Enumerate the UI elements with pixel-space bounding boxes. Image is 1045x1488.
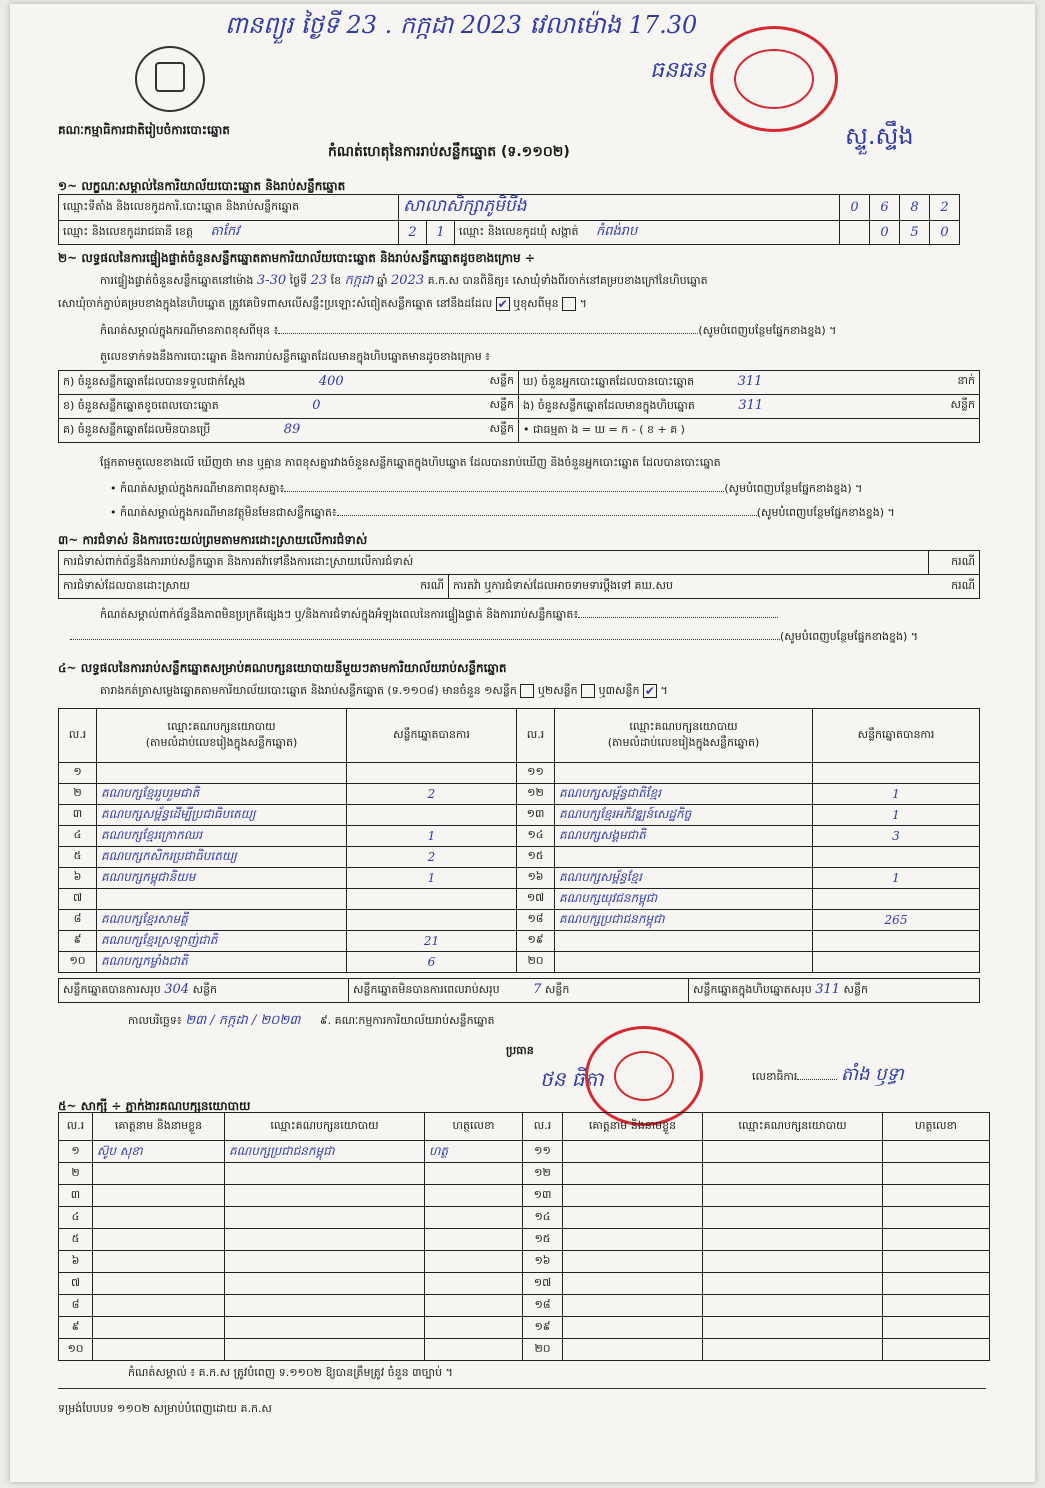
- party-name: [97, 763, 347, 784]
- table-row: [59, 1229, 990, 1251]
- totals-table: សន្លឹកឆ្នោតបានការសរុប 304 សន្លឹក សន្លឹកឆ្នោតមិនបានការពេលរាប់សរុប 7 សន្លឹក សន្លឹកឆ្នោតក្នុងហិបឆ្នោតសរុប 311 សន្លឹក: [58, 978, 980, 1003]
- row-number: ៦: [59, 1251, 93, 1273]
- witness-signature: [425, 1317, 523, 1339]
- section5-heading: ៥~ សាក្សី ÷ ភ្នាក់ងារគណបក្សនយោបាយ: [58, 1099, 251, 1113]
- party-name: គណបក្សកសិករប្រជាធិបតេយ្យ: [97, 847, 347, 868]
- party-name: គណបក្សខ្មែររួបរួមជាតិ: [97, 784, 347, 805]
- witness-signature: [425, 1251, 523, 1273]
- witness-party: [703, 1163, 883, 1185]
- party-votes: [813, 847, 980, 868]
- in-box-row: ង) ចំនួនសន្លឹកឆ្នោតដែលមានក្នុងហិបឆ្នោត 311 សន្លឹក: [519, 395, 980, 419]
- section3-heading: ៣~ ការជំទាស់ និងការចេះយល់ព្រមតាមការដោះស្រាយលើការជំទាស់: [58, 533, 368, 547]
- location-code-4: 2: [930, 195, 960, 221]
- witness-signature: [425, 1163, 523, 1185]
- witness-signature: [883, 1339, 990, 1361]
- witness-name: [563, 1339, 703, 1361]
- witness-name: [93, 1295, 225, 1317]
- table-row: [59, 847, 980, 868]
- row-number: ១៥: [523, 1229, 563, 1251]
- party-votes: 2: [347, 847, 517, 868]
- witness-party: [225, 1251, 425, 1273]
- witness-signature: [425, 1273, 523, 1295]
- witness-name: [93, 1229, 225, 1251]
- row-number: ១១: [517, 763, 555, 784]
- witness-name: [93, 1207, 225, 1229]
- count-year: 2023: [391, 273, 425, 288]
- witness-party: [703, 1141, 883, 1163]
- row-number: ១៦: [523, 1251, 563, 1273]
- witness-party: [703, 1229, 883, 1251]
- witness-signature: [425, 1339, 523, 1361]
- row-number: ១៥: [517, 847, 555, 868]
- section4-heading: ៤~ លទ្ធផលនៃការរាប់សន្លឹកឆ្នោតសម្រាប់គណបក្សនយោបាយនីមួយៗតាមការិយាល័យរាប់សន្លឹកឆ្នោត: [58, 661, 507, 675]
- witness-name: ស៊ូប សុខា: [93, 1141, 225, 1163]
- row-number: ១៣: [523, 1185, 563, 1207]
- commune-code-2: 5: [900, 221, 930, 245]
- party-votes: 1: [347, 868, 517, 889]
- location-code-3: 8: [900, 195, 930, 221]
- difference-line: ផ្អែកតាមតួលេខខាងលើ ឃើញថា មាន ឬគ្មាន ភាពខុសគ្នារវាងចំនួនសន្លឹកឆ្នោតក្នុងហិបឆ្នោត ដែលបានរាប់ឃើញ និងចំនួនអ្នកបោះឆ្នោត ដែលបានបោះឆ្នោត: [100, 456, 721, 469]
- section3-note: កំណត់សម្គាល់ពាក់ព័ន្ធនឹងភាពមិនប្រក្រតីផ្សេងៗ ឬ/និងការជំទាស់ក្នុងអំឡុងពេលនៃការផ្ទៀងផ្ទាត់ និងការរាប់សន្លឹកឆ្នោត៖: [100, 608, 778, 624]
- table-row: [59, 1163, 990, 1185]
- same-checkbox[interactable]: ✔: [497, 297, 508, 311]
- witness-signature: [425, 1229, 523, 1251]
- one-sheet-checkbox[interactable]: [520, 684, 534, 698]
- province-code-1: 2: [399, 221, 427, 245]
- total-box: 311: [815, 982, 841, 997]
- witness-name: [563, 1295, 703, 1317]
- row-number: ១១: [523, 1141, 563, 1163]
- table-row: [59, 805, 980, 826]
- witness-signature: [883, 1273, 990, 1295]
- witness-party: [703, 1251, 883, 1273]
- total-invalid: 7: [533, 982, 542, 997]
- party-votes: 1: [813, 805, 980, 826]
- secretary-line: លេខាធិការ តាំង ឫទ្ធា: [752, 1064, 904, 1085]
- formula: • ជាធម្មតា ង = ឃ = ក - ( ខ + គ ): [519, 419, 980, 443]
- figures-table: [58, 370, 980, 443]
- section2-line1: ការផ្ទៀងផ្ទាត់ចំនួនសន្លឹកឆ្នោតនៅម៉ោង 3-30 ថ្ងៃទី 23 ខែ កក្កដា ឆ្នាំ 2023 គ.ក.ស បានពិនិត្យ៖ សោឃុំទាំងពីរចាក់នៅគម្របខាងក្រៅនៃហិបឆ្នោត: [100, 273, 708, 288]
- unused-value: 89: [283, 422, 301, 437]
- witness-signature: [883, 1295, 990, 1317]
- date-line: កាលបរិច្ឆេទ៖ ២៣ / កក្កដា / ២០២៣ ៩. គណៈកម្មការការិយាល័យរាប់សន្លឹកឆ្នោត: [128, 1013, 495, 1028]
- count-day: 23: [310, 273, 328, 288]
- row-number: ៩: [59, 931, 97, 952]
- section1-table: [58, 194, 960, 245]
- witness-party: [703, 1317, 883, 1339]
- row-number: ១៦: [517, 868, 555, 889]
- witness-name: [563, 1141, 703, 1163]
- witness-party: [703, 1339, 883, 1361]
- witness-party: [225, 1295, 425, 1317]
- table-row: [59, 1251, 990, 1273]
- row-number: ៧: [59, 889, 97, 910]
- row-number: ១៤: [523, 1207, 563, 1229]
- table-row: [59, 763, 980, 784]
- row-number: ១៨: [517, 910, 555, 931]
- witness-name: [93, 1317, 225, 1339]
- row-number: ៤: [59, 826, 97, 847]
- witness-name: [93, 1339, 225, 1361]
- secretary-name: តាំង ឫទ្ធា: [840, 1064, 904, 1085]
- party-name: គណបក្សយុវជនកម្ពុជា: [555, 889, 813, 910]
- witness-name: [563, 1163, 703, 1185]
- party-votes: 1: [813, 868, 980, 889]
- row-number: ៤: [59, 1207, 93, 1229]
- party-votes: [813, 952, 980, 973]
- row-number: ១: [59, 763, 97, 784]
- witness-signature: [883, 1207, 990, 1229]
- party-votes: [813, 763, 980, 784]
- top-right-label: ស្ទួ.ស្ទឹង: [845, 122, 914, 150]
- party-votes: [813, 889, 980, 910]
- section2-intro: តួលេខទាក់ទងនឹងការបោះឆ្នោត និងការរាប់សន្លឹកឆ្នោតដែលមានក្នុងហិបឆ្នោតមានដូចខាងក្រោម ៖: [100, 350, 491, 363]
- party-name: គណបក្សសង្គមជាតិ: [555, 826, 813, 847]
- section3-table: ការជំទាស់ពាក់ព័ន្ធនឹងការរាប់សន្លឹកឆ្នោត និងការតវ៉ាទៅនឹងការដោះស្រាយលើការជំទាស់ ករណី ការជំទាស់ដែលបានដោះស្រាយ ករណី ការតវ៉ា ឬការជំទាស់ដែលអាចទាមទារប្តឹងទៅ គឃ.សប ករណី: [58, 550, 980, 599]
- voters-row: ឃ) ចំនួនអ្នកបោះឆ្នោតដែលបានបោះឆ្នោត 311 នាក់: [519, 371, 980, 395]
- note1: កំណត់សម្គាល់ក្នុងករណីមានភាពខុសពីមុន ៖ (សូមបំពេញបន្ថែមផ្នែកខាងខ្នង) ។: [100, 324, 837, 337]
- witness-signature: [883, 1163, 990, 1185]
- row-number: ៣: [59, 1185, 93, 1207]
- chair-name: ថន ធីតា: [540, 1067, 604, 1091]
- row-number: ៥: [59, 1229, 93, 1251]
- red-seal-stamp-bottom: [585, 1026, 703, 1126]
- row-number: ៧: [59, 1273, 93, 1295]
- appeal-row: ការតវ៉ា ឬការជំទាស់ដែលអាចទាមទារប្តឹងទៅ គឃ.សប ករណី: [449, 575, 980, 599]
- location-label: ឈ្មោះទីតាំង និងលេខកូដការិ.បោះឆ្នោត និងរាប់សន្លឹកឆ្នោត: [59, 195, 399, 221]
- row-number: ១០: [59, 1339, 93, 1361]
- row-number: ២: [59, 1163, 93, 1185]
- footer-text: ទម្រង់បែបបទ ១១០២ សម្រាប់បំពេញដោយ គ.ក.ស: [58, 1402, 272, 1415]
- two-sheet-checkbox[interactable]: [581, 684, 595, 698]
- different-checkbox[interactable]: [562, 297, 576, 311]
- unused-row: គ) ចំនួនសន្លឹកឆ្នោតដែលមិនបានប្រើ 89 សន្លឹក: [59, 419, 519, 443]
- in-box-value: 311: [738, 398, 764, 413]
- witness-name: [563, 1207, 703, 1229]
- party-name: គណបក្សខ្មែរសាមគ្គី: [97, 910, 347, 931]
- section1-heading: ១~ លក្ខណៈសម្គាល់នៃការិយាល័យបោះឆ្នោត និងរាប់សន្លឹកឆ្នោត: [58, 179, 346, 193]
- party-name: [555, 847, 813, 868]
- witness-signature: [883, 1141, 990, 1163]
- header-hand-note: ពានព្យួរ ថ្ងៃទី 23 . កក្កដា 2023 វេលាម៉ោង 17.30: [225, 11, 698, 39]
- province-value: តាកែវ: [210, 224, 240, 239]
- row-number: ១៤: [517, 826, 555, 847]
- witness-name: [93, 1163, 225, 1185]
- commune-code-3: 0: [930, 221, 960, 245]
- party-name: គណបក្សសម្ព័ន្ធខ្មែរ: [555, 868, 813, 889]
- party-name: គណបក្សកម្លាំងជាតិ: [97, 952, 347, 973]
- total-valid: 304: [164, 982, 190, 997]
- resolved-row: ការជំទាស់ដែលបានដោះស្រាយ ករណី: [59, 575, 449, 599]
- witness-party: គណបក្សប្រជាជនកម្ពុជា: [225, 1141, 425, 1163]
- party-votes: 21: [347, 931, 517, 952]
- location-code-1: 0: [840, 195, 870, 221]
- commune-value: កំពង់រាប: [596, 224, 638, 239]
- voters-value: 311: [737, 374, 763, 389]
- org-name: គណៈកម្មាធិការជាតិរៀបចំការបោះឆ្នោត: [58, 123, 230, 137]
- row-number: ១៩: [523, 1317, 563, 1339]
- party-votes: 2: [347, 784, 517, 805]
- row-number: ១៧: [523, 1273, 563, 1295]
- witness-signature: [425, 1185, 523, 1207]
- three-sheet-checkbox[interactable]: ✔: [644, 684, 655, 698]
- table-row: [59, 889, 980, 910]
- row-number: ១៩: [517, 931, 555, 952]
- witness-name: [563, 1273, 703, 1295]
- section2-heading: ២~ លទ្ធផលនៃការផ្ទៀងផ្ទាត់ចំនួនសន្លឹកឆ្នោតតាមការិយាល័យបោះឆ្នោត និងរាប់សន្លឹកឆ្នោតដូចខាងក្រោម ÷: [58, 251, 535, 265]
- witness-name: [563, 1229, 703, 1251]
- witness-party: [225, 1339, 425, 1361]
- note3: • កំណត់សម្គាល់ក្នុងករណីមានវត្ថុមិនមែនជាសន្លឹកឆ្នោត៖ (សូមបំពេញបន្ថែមផ្នែកខាងខ្នង) ។: [110, 506, 895, 519]
- party-name: [97, 889, 347, 910]
- table-row: [59, 1185, 990, 1207]
- witness-party: [225, 1229, 425, 1251]
- witness-signature: [425, 1295, 523, 1317]
- received-value: 400: [318, 374, 344, 389]
- location-value: សាលាសិក្សាភូមិបឹង: [399, 195, 840, 221]
- section5-note: កំណត់សម្គាល់ ៖ គ.ក.ស ត្រូវបំពេញ ទ.១១០២ ឱ្យបានត្រឹមត្រូវ ចំនួន ៣ច្បាប់ ។: [128, 1366, 453, 1379]
- party-votes: [347, 805, 517, 826]
- count-time: 3-30: [256, 273, 287, 288]
- row-number: ៨: [59, 1295, 93, 1317]
- party-name: [555, 931, 813, 952]
- table-row: [59, 1339, 990, 1361]
- row-number: ៩: [59, 1317, 93, 1339]
- party-votes: 1: [813, 784, 980, 805]
- row-number: ១៧: [517, 889, 555, 910]
- party-name: គណបក្សកម្ពុជានិយម: [97, 868, 347, 889]
- witness-party: [225, 1273, 425, 1295]
- party-votes: 3: [813, 826, 980, 847]
- witness-party: [703, 1185, 883, 1207]
- row-number: ៥: [59, 847, 97, 868]
- row-number: ៣: [59, 805, 97, 826]
- row-number: ២: [59, 784, 97, 805]
- witness-table: ល.រ គោត្តនាម និងនាមខ្លួន ឈ្មោះគណបក្សនយោបាយ ហត្ថលេខា ល.រ គោត្តនាម និងនាមខ្លួន ឈ្មោះគណបក្សនយោបាយ ហត្ថលេខា ១ ស៊ូប សុខា គណបក្សប្រជាជនកម្ពុជា ហត្ថ ១១ ២ ១២ ៣ ១៣ ៤ ១៤ ៥ ១៥ ៦ ១៦ ៧ ១៧ ៨ ១៨ ៩ ១៩ ១០ ២០: [58, 1112, 990, 1361]
- form-paper: ពានព្យួរ ថ្ងៃទី 23 . កក្កដា 2023 វេលាម៉ោង 17.30 ធនធន ស្ទួ.ស្ទឹង គណៈកម្មាធិការជាតិរៀបចំការបោះឆ្នោត កំណត់ហេតុនៃការរាប់សន្លឹកឆ្នោត (ទ.១១០២) ១~ លក្ខណៈសម្គាល់នៃការិយាល័យបោះឆ្នោត និងរាប់សន្លឹកឆ្នោត ឈ្មោះទីតាំង និងលេខកូដការិ.បោះឆ្នោត និងរាប់សន្លឹកឆ្នោត សាលាសិក្សាភូមិបឹង 0 6 8 2 ឈ្មោះ និងលេខកូដរាជធានី ខេត្ត តាកែវ 2 1 ឈ្មោះ និងលេខកូដឃុំ សង្កាត់ កំពង់រាប 0 5 0 ២~ លទ្ធផលនៃការផ្ទៀងផ្ទាត់ចំនួនសន្លឹកឆ្នោតតាមការិយាល័យបោះឆ្នោត និងរាប់សន្លឹកឆ្នោតដូចខាងក្រោម ÷ ការផ្ទៀងផ្ទាត់ចំនួនសន្លឹកឆ្នោតនៅម៉ោង 3-30 ថ្ងៃទី 23 ខែ កក្កដា ឆ្នាំ 2023 គ.ក.ស បានពិនិត្យ៖ សោឃុំទាំងពីរចាក់នៅគម្របខាងក្រៅនៃហិបឆ្នោត សោឃុំចាក់ភ្ជាប់គម្របខាងក្នុងនៃហិបឆ្នោត ត្រូវគេបិទពាសលើសន្លឹះប្រឡោះសំពៀតសន្លឹកឆ្នោត នៅនឹងដដែល ✔ ឬខុសពីមុន ។ កំណត់សម្គាល់ក្នុងករណីមានភាពខុសពីមុន ៖ (សូមបំពេញបន្ថែមផ្នែកខាងខ្នង) ។ តួលេខទាក់ទងនឹងការបោះឆ្នោត និងការរាប់សន្លឹកឆ្នោតដែលមានក្នុងហិបឆ្នោតមានដូចខាងក្រោម ៖ ក) ចំនួនសន្លឹកឆ្នោតដែលបានទទួលជាក់ស្តែង 400 សន្លឹក ឃ) ចំនួនអ្នកបោះឆ្នោតដែលបានបោះឆ្នោត 311 នាក់ ខ) ចំនួនសន្លឹកឆ្នោតខូចពេលបោះឆ្នោត 0 សន្លឹក ង) ចំនួនសន្លឹកឆ្នោតដែលមានក្នុងហិបឆ្នោត 311 សន្លឹក គ) ចំនួនសន្លឹកឆ្នោតដែលមិនបានប្រើ 89 សន្លឹក • ជាធម្មតា ង = ឃ = ក - ( ខ + គ ) ផ្អែកតាមតួលេខខាងលើ ឃើញថា មាន ឬគ្មាន ភាពខុសគ្នារវាងចំនួនសន្លឹកឆ្នោតក្នុងហិបឆ្នោត ដែលបានរាប់ឃើញ និងចំនួនអ្នកបោះឆ្នោត ដែលបានបោះឆ្នោត • កំណត់សម្គាល់ក្នុងករណីមានភាពខុសគ្នា៖ (សូមបំពេញបន្ថែមផ្នែកខាងខ្នង) ។ • កំណត់សម្គាល់ក្នុងករណីមានវត្ថុមិនមែនជាសន្លឹកឆ្នោត៖ (សូមបំពេញបន្ថែមផ្នែកខាងខ្នង) ។ ៣~ ការជំទាស់ និងការចេះយល់ព្រមតាមការដោះស្រាយលើការជំទាស់ ការជំទាស់ពាក់ព័ន្ធនឹងការរាប់សន្លឹកឆ្នោត និងការតវ៉ាទៅនឹងការដោះស្រាយលើការជំទាស់ ករណី ការជំទាស់ដែលបានដោះស្រាយ ករណី ការតវ៉ា ឬការជំទាស់ដែលអាចទាមទារប្តឹងទៅ គឃ.សប ករណី កំណត់សម្គាល់ពាក់ព័ន្ធនឹងភាពមិនប្រក្រតីផ្សេងៗ ឬ/និងការជំទាស់ក្នុងអំឡុងពេលនៃការផ្ទៀងផ្ទាត់ និងការរាប់សន្លឹកឆ្នោត៖ (សូមបំពេញបន្ថែមផ្នែកខាងខ្នង) ។ ៤~ លទ្ធផលនៃការរាប់សន្លឹកឆ្នោតសម្រាប់គណបក្សនយោបាយនីមួយៗតាមការិយាល័យរាប់សន្លឹកឆ្នោត តារាងកត់ត្រាសម្លេងឆ្នោតតាមការិយាល័យបោះឆ្នោត និងរាប់សន្លឹកឆ្នោត (ទ.១១០៨) មានចំនួន ១សន្លឹក ឬ២សន្លឹក ឬ៣សន្លឹក ✔ ។ ល.រ ឈ្មោះគណបក្សនយោបាយ (តាមលំដាប់លេខរៀងក្នុងសន្លឹកឆ្នោត) សន្លឹកឆ្នោតបានការ ល.រ ឈ្មោះគណបក្សនយោបាយ (តាមលំដាប់លេខរៀងក្នុងសន្លឹកឆ្នោត) សន្លឹកឆ្នោតបានការ ១ ១១ ២ គណបក្សខ្មែររួបរួមជាតិ 2 ១២ គណបក្សសម្ព័ន្ធជាតិខ្មែរ 1 ៣ គណបក្សសម្ព័ន្ធដើម្បីប្រជាធិបតេយ្យ ១៣ គណបក្សខ្មែរអភិវឌ្ឍន៍សេដ្ឋកិច្ច 1 ៤ គណបក្សខ្មែរក្រោកឈរ 1 ១៤ គណបក្សសង្គមជាតិ 3 ៥ គណបក្សកសិករប្រជាធិបតេយ្យ 2 ១៥ ៦ គណបក្សកម្ពុជានិយម 1 ១៦ គណបក្សសម្ព័ន្ធខ្មែរ 1 ៧ ១៧ គណបក្សយុវជនកម្ពុជា ៨ គណបក្សខ្មែរសាមគ្គី ១៨ គណបក្សប្រជាជនកម្ពុជា 265 ៩ គណបក្សខ្មែរស្រឡាញ់ជាតិ 21 ១៩ ១០ គណបក្សកម្លាំងជាតិ 6 ២០ សន្លឹកឆ្នោតបានការសរុប 304 សន្លឹក សន្លឹកឆ្នោតមិនបានការពេលរាប់សរុប 7 សន្លឹក សន្លឹកឆ្នោតក្នុងហិបឆ្នោតសរុប 311 សន្លឹក កាលបរិច្ឆេទ៖ ២៣ / កក្កដា / ២០២៣ ៩. គណៈកម្មការការិយាល័យរាប់សន្លឹកឆ្នោត ប្រធាន ថន ធីតា លេខាធិការ តាំង ឫទ្ធា ៥~ សាក្សី ÷ ភ្នាក់ងារគណបក្សនយោបាយ ល.រ គោត្តនាម និងនាមខ្លួន ឈ្មោះគណបក្សនយោបាយ ហត្ថលេខា ល.រ គោត្តនាម និងនាមខ្លួន ឈ្មោះគណបក្សនយោបាយ ហត្ថលេខា ១ ស៊ូប សុខា គណបក្សប្រជាជនកម្ពុជា ហត្ថ ១១ ២ ១២ ៣ ១៣ ៤ ១៤ ៥ ១៥ ៦ ១៦ ៧ ១៧ ៨ ១៨ ៩ ១៩ ១០ ២០ កំណត់សម្គាល់ ៖ គ.ក.ស ត្រូវបំពេញ ទ.១១០២ ឱ្យបានត្រឹមត្រូវ ចំនួន ៣ច្បាប់ ។ ទម្រង់បែបបទ ១១០២ សម្រាប់បំពេញដោយ គ.ក.ស: [10, 4, 1035, 1482]
- red-seal-stamp: [710, 26, 838, 132]
- spoiled-value: 0: [312, 398, 321, 413]
- witness-name: [93, 1251, 225, 1273]
- table-row: [59, 1207, 990, 1229]
- date-value: ២៣ / កក្កដា / ២០២៣: [185, 1013, 301, 1028]
- table-row: [59, 952, 980, 973]
- commune-label: ឈ្មោះ និងលេខកូដឃុំ សង្កាត់ កំពង់រាប: [455, 221, 840, 245]
- party-name: គណបក្សសម្ព័ន្ធជាតិខ្មែរ: [555, 784, 813, 805]
- footer-divider: [58, 1388, 986, 1389]
- witness-party: [703, 1207, 883, 1229]
- section2-line2: សោឃុំចាក់ភ្ជាប់គម្របខាងក្នុងនៃហិបឆ្នោត ត្រូវគេបិទពាសលើសន្លឹះប្រឡោះសំពៀតសន្លឹកឆ្នោត នៅនឹងដដែល ✔ ឬខុសពីមុន ។: [58, 297, 587, 311]
- party-name: គណបក្សខ្មែរស្រឡាញ់ជាតិ: [97, 931, 347, 952]
- row-number: ២០: [523, 1339, 563, 1361]
- row-number: ២០: [517, 952, 555, 973]
- party-votes: [813, 931, 980, 952]
- province-label: ឈ្មោះ និងលេខកូដរាជធានី ខេត្ត តាកែវ: [59, 221, 399, 245]
- witness-party: [225, 1207, 425, 1229]
- objection-row: ការជំទាស់ពាក់ព័ន្ធនឹងការរាប់សន្លឹកឆ្នោត និងការតវ៉ាទៅនឹងការដោះស្រាយលើការជំទាស់: [59, 551, 929, 575]
- nec-emblem-icon: [135, 46, 205, 112]
- row-number: ១០: [59, 952, 97, 973]
- row-number: ១២: [523, 1163, 563, 1185]
- party-name: គណបក្សខ្មែរក្រោកឈរ: [97, 826, 347, 847]
- table-row: [59, 826, 980, 847]
- form-title: កំណត់ហេតុនៃការរាប់សន្លឹកឆ្នោត (ទ.១១០២): [328, 144, 570, 160]
- witness-name: [563, 1317, 703, 1339]
- table-row: [59, 1295, 990, 1317]
- party-name: គណបក្សប្រជាជនកម្ពុជា: [555, 910, 813, 931]
- witness-signature: [883, 1185, 990, 1207]
- row-number: ១៣: [517, 805, 555, 826]
- witness-signature: [883, 1251, 990, 1273]
- witness-name: [93, 1273, 225, 1295]
- votes-table: ល.រ ឈ្មោះគណបក្សនយោបាយ (តាមលំដាប់លេខរៀងក្នុងសន្លឹកឆ្នោត) សន្លឹកឆ្នោតបានការ ល.រ ឈ្មោះគណបក្សនយោបាយ (តាមលំដាប់លេខរៀងក្នុងសន្លឹកឆ្នោត) សន្លឹកឆ្នោតបានការ ១ ១១ ២ គណបក្សខ្មែររួបរួមជាតិ 2 ១២ គណបក្សសម្ព័ន្ធជាតិខ្មែរ 1 ៣ គណបក្សសម្ព័ន្ធដើម្បីប្រជាធិបតេយ្យ ១៣ គណបក្សខ្មែរអភិវឌ្ឍន៍សេដ្ឋកិច្ច 1 ៤ គណបក្សខ្មែរក្រោកឈរ 1 ១៤ គណបក្សសង្គមជាតិ 3 ៥ គណបក្សកសិករប្រជាធិបតេយ្យ 2 ១៥ ៦ គណបក្សកម្ពុជានិយម 1 ១៦ គណបក្សសម្ព័ន្ធខ្មែរ 1 ៧ ១៧ គណបក្សយុវជនកម្ពុជា ៨ គណបក្សខ្មែរសាមគ្គី ១៨ គណបក្សប្រជាជនកម្ពុជា 265 ៩ គណបក្សខ្មែរស្រឡាញ់ជាតិ 21 ១៩ ១០ គណបក្សកម្លាំងជាតិ 6 ២០: [58, 708, 980, 973]
- spoiled-row: ខ) ចំនួនសន្លឹកឆ្នោតខូចពេលបោះឆ្នោត 0 សន្លឹក: [59, 395, 519, 419]
- row-number: ១: [59, 1141, 93, 1163]
- witness-signature: [425, 1207, 523, 1229]
- witness-name: [563, 1251, 703, 1273]
- witness-party: [225, 1185, 425, 1207]
- party-votes: 265: [813, 910, 980, 931]
- party-name: [555, 763, 813, 784]
- witness-signature: ហត្ថ: [425, 1141, 523, 1163]
- party-name: គណបក្សសម្ព័ន្ធដើម្បីប្រជាធិបតេយ្យ: [97, 805, 347, 826]
- header-hand-sign: ធនធន: [650, 58, 706, 83]
- commune-code-1: 0: [870, 221, 900, 245]
- party-votes: [347, 763, 517, 784]
- witness-signature: [883, 1229, 990, 1251]
- witness-party: [703, 1295, 883, 1317]
- table-row: [59, 910, 980, 931]
- table-row: [59, 931, 980, 952]
- received-row: ក) ចំនួនសន្លឹកឆ្នោតដែលបានទទួលជាក់ស្តែង 400 សន្លឹក: [59, 371, 519, 395]
- row-number: ១៨: [523, 1295, 563, 1317]
- table-row: [59, 1317, 990, 1339]
- table-row: [59, 868, 980, 889]
- row-number: ៦: [59, 868, 97, 889]
- witness-name: [563, 1185, 703, 1207]
- chair-label: ប្រធាន: [506, 1044, 534, 1057]
- witness-party: [225, 1317, 425, 1339]
- party-name: គណបក្សខ្មែរអភិវឌ្ឍន៍សេដ្ឋកិច្ច: [555, 805, 813, 826]
- party-votes: [347, 889, 517, 910]
- party-votes: 6: [347, 952, 517, 973]
- row-number: ១២: [517, 784, 555, 805]
- party-votes: 1: [347, 826, 517, 847]
- party-votes: [347, 910, 517, 931]
- table-row: [59, 1273, 990, 1295]
- table-row: [59, 1141, 990, 1163]
- location-code-2: 6: [870, 195, 900, 221]
- province-code-2: 1: [427, 221, 455, 245]
- witness-name: [93, 1185, 225, 1207]
- row-number: ៨: [59, 910, 97, 931]
- witness-signature: [883, 1317, 990, 1339]
- table-row: [59, 784, 980, 805]
- witness-party: [225, 1163, 425, 1185]
- count-month: កក្កដា: [344, 273, 374, 288]
- section4-intro: តារាងកត់ត្រាសម្លេងឆ្នោតតាមការិយាល័យបោះឆ្នោត និងរាប់សន្លឹកឆ្នោត (ទ.១១០៨) មានចំនួន ១សន្លឹក ឬ២សន្លឹក ឬ៣សន្លឹក ✔ ។: [100, 684, 668, 698]
- party-name: [555, 952, 813, 973]
- witness-party: [703, 1273, 883, 1295]
- note2: • កំណត់សម្គាល់ក្នុងករណីមានភាពខុសគ្នា៖ (សូមបំពេញបន្ថែមផ្នែកខាងខ្នង) ។: [110, 482, 863, 495]
